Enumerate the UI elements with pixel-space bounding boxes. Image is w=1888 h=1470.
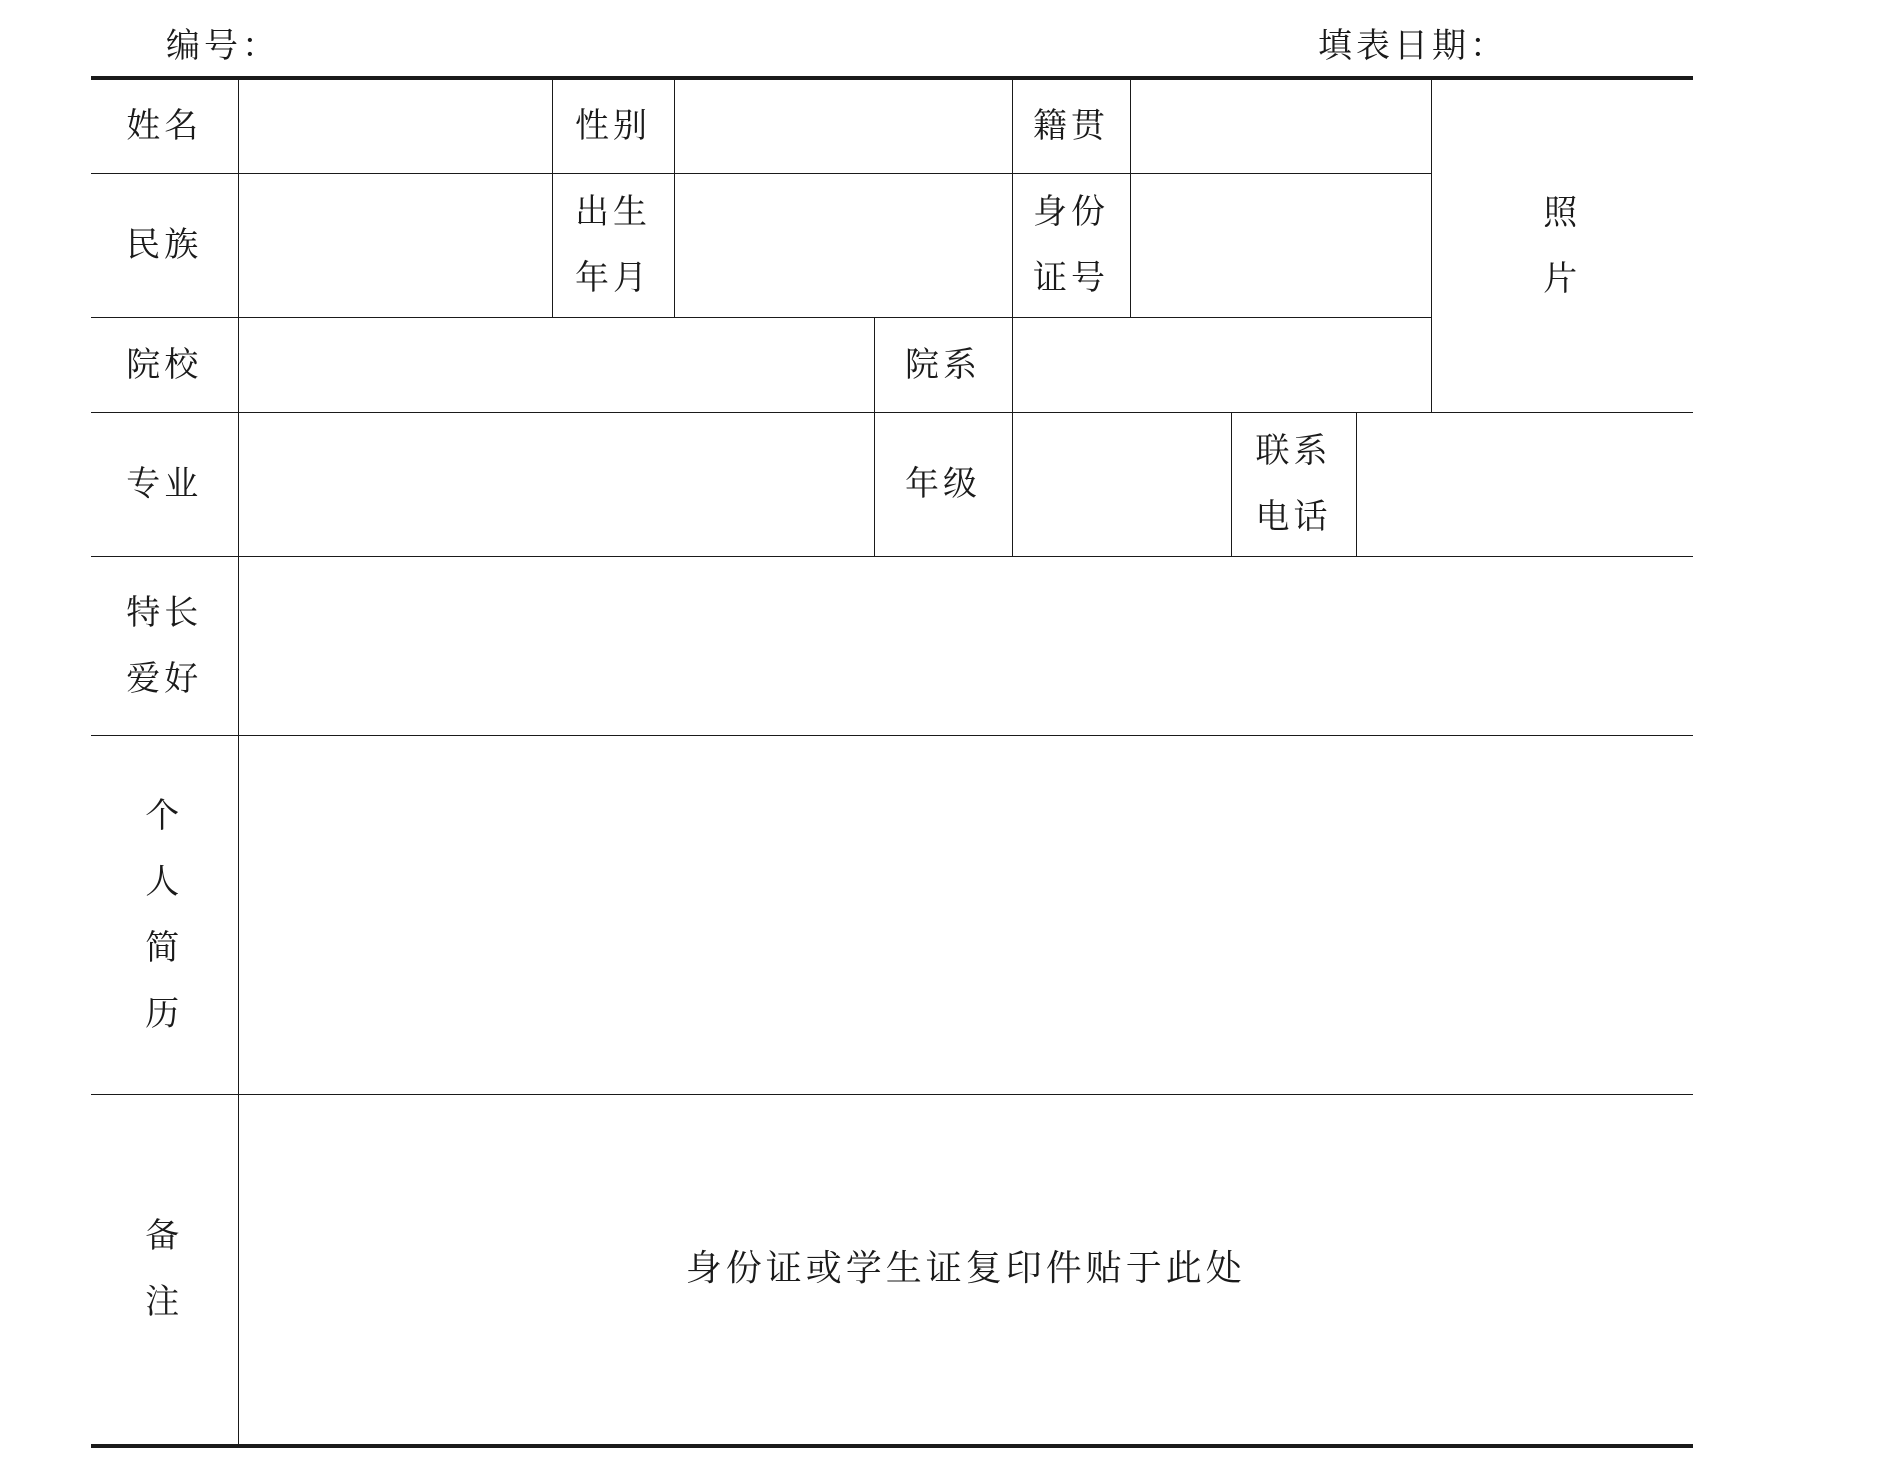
phone-label (1231, 412, 1356, 556)
hobbies-label-line-2: 爱好 (126, 658, 203, 699)
department-label: 院系 (874, 317, 1012, 412)
department-field[interactable] (1012, 317, 1431, 412)
gender-label: 性别 (552, 78, 674, 173)
native-place-field[interactable] (1130, 78, 1431, 173)
photo-cell[interactable] (1431, 78, 1693, 412)
form-row-major (91, 412, 1693, 556)
phone-label-line-2: 电话 (1255, 497, 1332, 537)
phone-label-line-1: 联系 (1255, 431, 1332, 471)
resume-label-char: 历 (145, 993, 184, 1034)
remarks-label (91, 1094, 238, 1446)
photo-label-char-1: 照 (1543, 192, 1582, 233)
birth-date-label-line-1: 出生 (575, 192, 651, 232)
birth-date-label (552, 173, 674, 317)
school-label: 院校 (91, 317, 238, 412)
hobbies-label-line-1: 特长 (126, 592, 203, 633)
hobbies-label (91, 556, 238, 735)
resume-label (91, 735, 238, 1094)
major-field[interactable] (238, 412, 874, 556)
form-row-remarks (91, 1094, 1693, 1446)
resume-field[interactable] (238, 735, 1693, 1094)
id-number-label (1012, 173, 1130, 317)
serial-number-label: 编号： (166, 26, 280, 66)
birth-date-field[interactable] (674, 173, 1012, 317)
id-number-label-line-2: 证号 (1033, 258, 1109, 298)
remarks-label-char: 注 (145, 1282, 184, 1323)
grade-label: 年级 (874, 412, 1012, 556)
ethnicity-field[interactable] (238, 173, 552, 317)
gender-field[interactable] (674, 78, 1012, 173)
birth-date-label-line-2: 年月 (575, 258, 651, 298)
name-label: 姓名 (91, 78, 238, 173)
resume-label-char: 个 (145, 795, 184, 836)
grade-field[interactable] (1012, 412, 1231, 556)
major-label: 专业 (91, 412, 238, 556)
registration-form-table (91, 76, 1693, 1448)
school-field[interactable] (238, 317, 874, 412)
form-row-hobbies (91, 556, 1693, 735)
phone-field[interactable] (1356, 412, 1693, 556)
remarks-field[interactable] (238, 1094, 1693, 1446)
fill-date-label: 填表日期： (1318, 26, 1508, 66)
remarks-label-char: 备 (145, 1216, 184, 1257)
form-row-resume (91, 735, 1693, 1094)
name-field[interactable] (238, 78, 552, 173)
photo-label-char-2: 片 (1543, 258, 1582, 299)
id-number-field[interactable] (1130, 173, 1431, 317)
resume-label-char: 简 (145, 927, 184, 968)
ethnicity-label: 民族 (91, 173, 238, 317)
id-number-label-line-1: 身份 (1033, 192, 1109, 232)
resume-label-char: 人 (145, 861, 184, 902)
native-place-label: 籍贯 (1012, 78, 1130, 173)
hobbies-field[interactable] (238, 556, 1693, 735)
form-row-basic (91, 78, 1693, 173)
id-copy-paste-instruction: 身份证或学生证复印件贴于此处 (685, 1248, 1246, 1290)
